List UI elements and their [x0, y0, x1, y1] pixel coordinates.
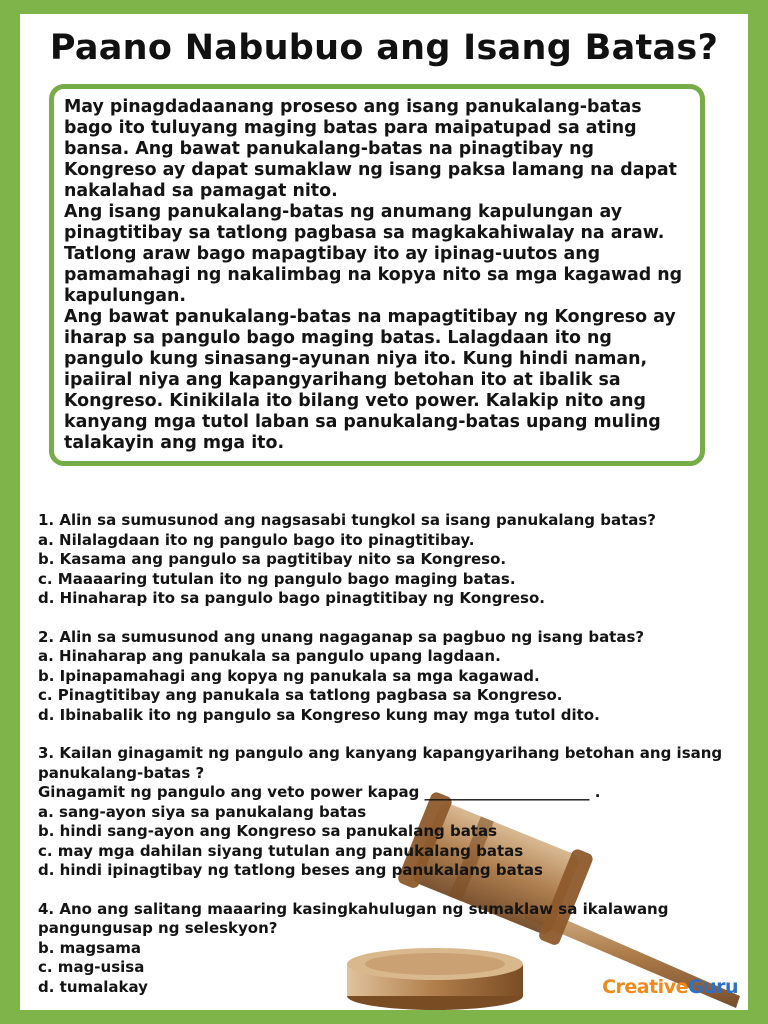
question-prompt: 2. Alin sa sumusunod ang unang nagaganap sa pagbuo ng isang batas?	[38, 627, 645, 646]
passage-paragraph-1: May pinagdadaanang proseso ang isang panukalang-batas bago ito tuluyang maging batas para maipatupad sa ating bansa. Ang bawat panukalang-batas na pinagtibay ng Kongreso ay dapat sumaklaw ng isang paksa lamang na dapat nakalahad sa pamagat nito.	[64, 97, 677, 201]
question-3	[38, 744, 738, 881]
logo-word-1: Creative	[602, 976, 688, 998]
choice-b: b. Kasama ang pangulo sa pagtitibay nito sa Kongreso.	[38, 550, 507, 568]
choice-b: b. hindi sang-ayon ang Kongreso sa panukalang batas	[38, 822, 498, 840]
question-stem: Ginagamit ng pangulo ang veto power kapag ______________________ .	[38, 783, 601, 801]
passage-paragraph-2: Ang isang panukalang-batas ng anumang kapulungan ay pinagtitibay sa tatlong pagbasa sa magkakahiwalay na araw. Tatlong araw bago mapagtibay ito ay ipinag-uutos ang pamamahagi ng nakalimbag na kopya nito sa mga kagawad ng kapulungan.	[64, 202, 683, 306]
choice-a: a. sang-ayon siya sa panukalang batas	[38, 802, 367, 821]
choice-d: d. Ibinabalik ito ng pangulo sa Kongreso kung may mga tutol dito.	[38, 705, 600, 724]
logo-word-2: Guru	[687, 976, 738, 998]
page-title: Paano Nabubuo ang Isang Batas?	[49, 28, 719, 68]
question-prompt: 4. Ano ang salitang maaaring kasingkahulugan ng sumaklaw sa ikalawang pangungusap ng seleskyon?	[38, 899, 669, 937]
brand-logo	[602, 976, 738, 998]
choice-d: d. Hinaharap ito sa pangulo bago pinagtitibay ng Kongreso.	[38, 589, 545, 607]
choice-c: c. Maaaaring tutulan ito ng pangulo bago maging batas.	[38, 569, 516, 588]
question-prompt: 1. Alin sa sumusunod ang nagsasabi tungkol sa isang panukalang batas?	[38, 511, 656, 529]
choice-d: d. hindi ipinagtibay ng tatlong beses ang panukalang batas	[38, 861, 543, 879]
choice-c: c. Pinagtitibay ang panukala sa tatlong pagbasa sa Kongreso.	[38, 686, 563, 704]
choice-a: a. Nilalagdaan ito ng pangulo bago ito pinagtitibay.	[38, 530, 475, 549]
passage-paragraph-3: Ang bawat panukalang-batas na mapagtitibay ng Kongreso ay iharap sa pangulo bago maging batas. Lalagdaan ito ng pangulo kung sinasang-ayunan niya ito. Kung hindi naman, ipaiiral niya ang kapangyarihang betohan ito at ibalik sa Kongreso. Kinikilala ito bilang veto power. Kalakip nito ang kanyang mga tutol laban sa panukalang-batas upang muling talakayin ang mga ito.	[64, 307, 676, 453]
choice-b: b. Ipinapamahagi ang kopya ng panukala sa mga kagawad.	[38, 666, 540, 685]
choice-c: c. mag-usisa	[38, 958, 145, 976]
worksheet-page	[20, 14, 748, 1010]
choice-c: c. may mga dahilan siyang tutulan ang panukalang batas	[38, 841, 524, 860]
question-2	[38, 628, 738, 726]
choice-a: a. Hinaharap ang panukala sa pangulo upang lagdaan.	[38, 647, 501, 665]
reading-passage	[49, 84, 705, 466]
question-1	[38, 511, 738, 609]
choice-d: d. tumalakay	[38, 977, 148, 996]
choice-b: b. magsama	[38, 938, 141, 957]
questions-section	[38, 511, 738, 1010]
question-prompt: 3. Kailan ginagamit ng pangulo ang kanyang kapangyarihang betohan ang isang panukalang-batas ?	[38, 744, 723, 782]
